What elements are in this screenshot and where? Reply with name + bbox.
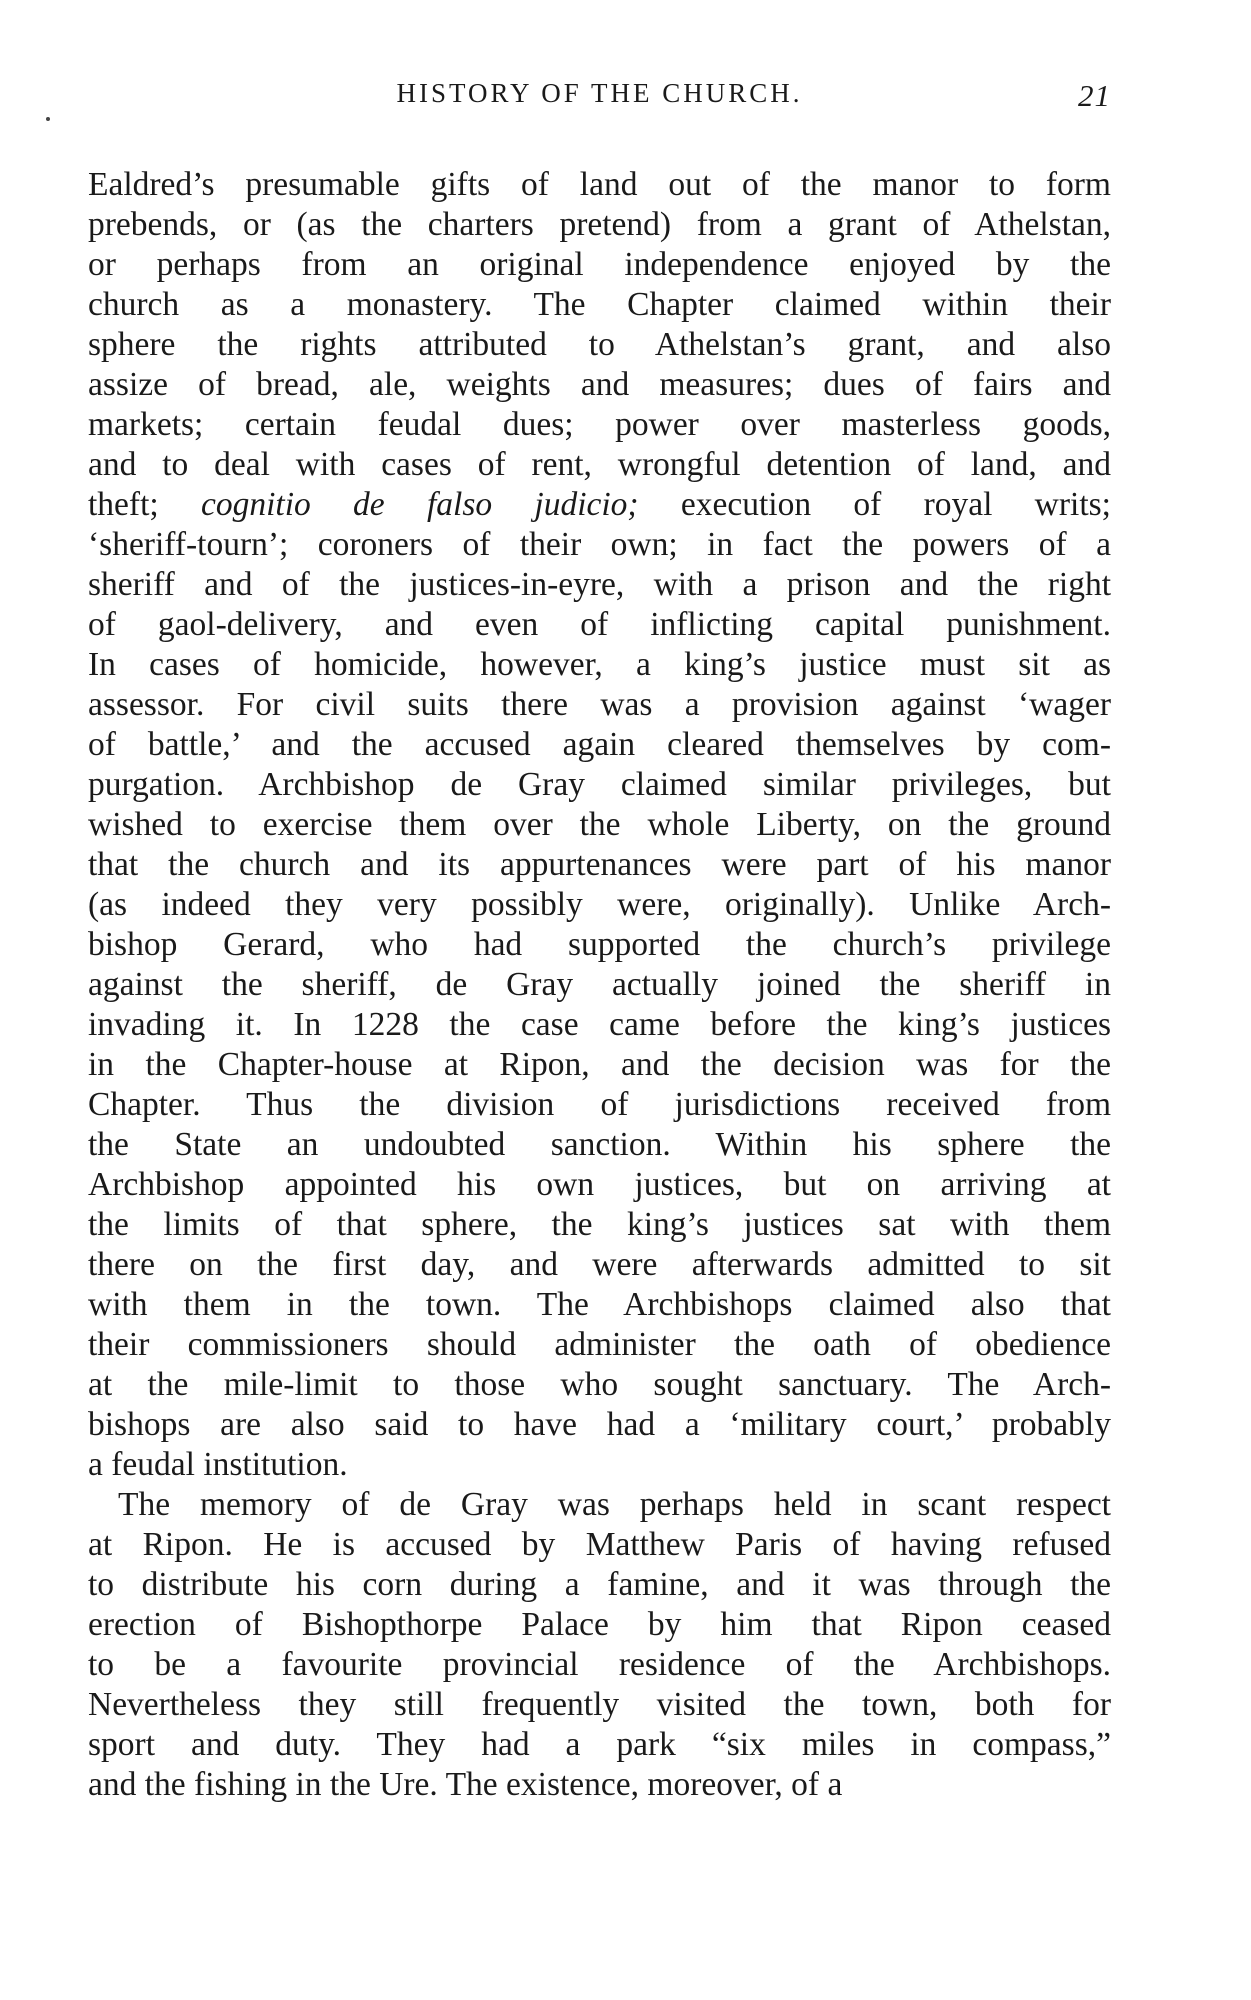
text-segment: that the church and its appurtenances were part of his manor [88,846,1111,883]
text-segment: church as a monastery. The Chapter claimed within their [88,286,1111,323]
text-line [88,725,1111,765]
text-segment: ‘sheriff-tourn’; coroners of their own; in fact the powers of a [88,526,1111,563]
text-segment: with them in the town. The Archbishops claimed also that [88,1286,1111,1323]
text-line [88,1765,1111,1805]
text-line [88,445,1111,485]
print-speck [46,117,50,121]
text-line [88,325,1111,365]
text-segment: prebends, or (as the charters pretend) from a grant of Athelstan, [88,206,1111,243]
text-segment: In cases of homicide, however, a king’s justice must sit as [88,646,1111,683]
text-line [88,805,1111,845]
text-segment: sheriff and of the justices-in-eyre, with a prison and the right [88,566,1111,603]
text-segment: markets; certain feudal dues; power over masterless goods, [88,406,1111,443]
text-line [88,1245,1111,1285]
text-line [88,405,1111,445]
text-segment: Archbishop appointed his own justices, but on arriving at [88,1166,1111,1203]
text-segment: sphere the rights attributed to Athelstan’s grant, and also [88,326,1111,363]
text-segment: against the sheriff, de Gray actually joined the sheriff in [88,966,1111,1003]
text-segment: Nevertheless they still frequently visited the town, both for [88,1686,1111,1723]
text-line [88,1165,1111,1205]
text-segment: at Ripon. He is accused by Matthew Paris of having refused [88,1526,1111,1563]
text-segment: assize of bread, ale, weights and measures; dues of fairs and [88,366,1111,403]
text-segment: to be a favourite provincial residence of the Archbishops. [88,1646,1111,1683]
text-segment: bishops are also said to have had a ‘military court,’ probably [88,1406,1111,1443]
text-segment: at the mile-limit to those who sought sanctuary. The Arch- [88,1366,1111,1403]
text-line [88,1325,1111,1365]
text-line [88,1005,1111,1045]
text-segment: erection of Bishopthorpe Palace by him that Ripon ceased [88,1606,1111,1643]
text-line [88,1685,1111,1725]
text-line [88,1085,1111,1125]
italic-phrase: cognitio de falso judicio; [200,486,639,523]
text-line [88,1645,1111,1685]
text-segment: The memory of de Gray was perhaps held in scant respect [118,1486,1111,1523]
text-line [88,685,1111,725]
text-line [88,925,1111,965]
text-segment: invading it. In 1228 the case came before the king’s justices [88,1006,1111,1043]
text-segment: the limits of that sphere, the king’s justices sat with them [88,1206,1111,1243]
text-segment: in the Chapter-house at Ripon, and the decision was for the [88,1046,1111,1083]
text-line [88,1725,1111,1765]
text-line [88,885,1111,925]
text-line [88,1125,1111,1165]
page-number: 21 [1078,78,1111,113]
text-line [88,965,1111,1005]
text-segment: Chapter. Thus the division of jurisdictions received from [88,1086,1111,1123]
running-head [88,78,1111,118]
text-line [88,1445,1111,1485]
text-line [88,1485,1111,1525]
text-line [88,485,1111,525]
text-segment: of battle,’ and the accused again cleared themselves by com- [88,726,1111,763]
text-line [88,645,1111,685]
text-line [88,245,1111,285]
text-segment: bishop Gerard, who had supported the church’s privilege [88,926,1111,963]
text-segment: of gaol-delivery, and even of inflicting capital punishment. [88,606,1111,643]
text-segment: Ealdred’s presumable gifts of land out of the manor to form [88,166,1111,203]
text-line [88,1365,1111,1405]
text-segment: there on the first day, and were afterwards admitted to sit [88,1246,1111,1283]
text-line [88,165,1111,205]
text-line [88,605,1111,645]
text-segment: execution of royal writs; [638,486,1111,523]
text-line [88,205,1111,245]
text-segment: wished to exercise them over the whole Liberty, on the ground [88,806,1111,843]
text-line [88,525,1111,565]
body-text [88,165,1111,1805]
paragraph [88,1485,1111,1805]
text-line [88,1405,1111,1445]
text-segment: purgation. Archbishop de Gray claimed similar privileges, but [88,766,1111,803]
text-line [88,1045,1111,1085]
text-segment: a feudal institution. [88,1446,348,1483]
text-segment: or perhaps from an original independence enjoyed by the [88,246,1111,283]
running-title: HISTORY OF THE CHURCH. [396,78,803,108]
text-line [88,1285,1111,1325]
text-line [88,1525,1111,1565]
text-segment: their commissioners should administer the oath of obedience [88,1326,1111,1363]
text-line [88,565,1111,605]
text-segment: to distribute his corn during a famine, and it was through the [88,1566,1111,1603]
text-segment: sport and duty. They had a park “six miles in compass,” [88,1726,1111,1763]
text-line [88,1605,1111,1645]
text-line [88,765,1111,805]
text-segment: theft; [88,486,201,523]
text-line [88,365,1111,405]
text-line [88,1205,1111,1245]
text-segment: (as indeed they very possibly were, originally). Unlike Arch- [88,886,1111,923]
text-segment: the State an undoubted sanction. Within his sphere the [88,1126,1111,1163]
text-segment: and to deal with cases of rent, wrongful detention of land, and [88,446,1111,483]
text-line [88,845,1111,885]
text-segment: and the fishing in the Ure. The existence, moreover, of a [88,1766,843,1803]
text-segment: assessor. For civil suits there was a provision against ‘wager [88,686,1111,723]
text-line [88,285,1111,325]
paragraph [88,165,1111,1485]
text-line [88,1565,1111,1605]
